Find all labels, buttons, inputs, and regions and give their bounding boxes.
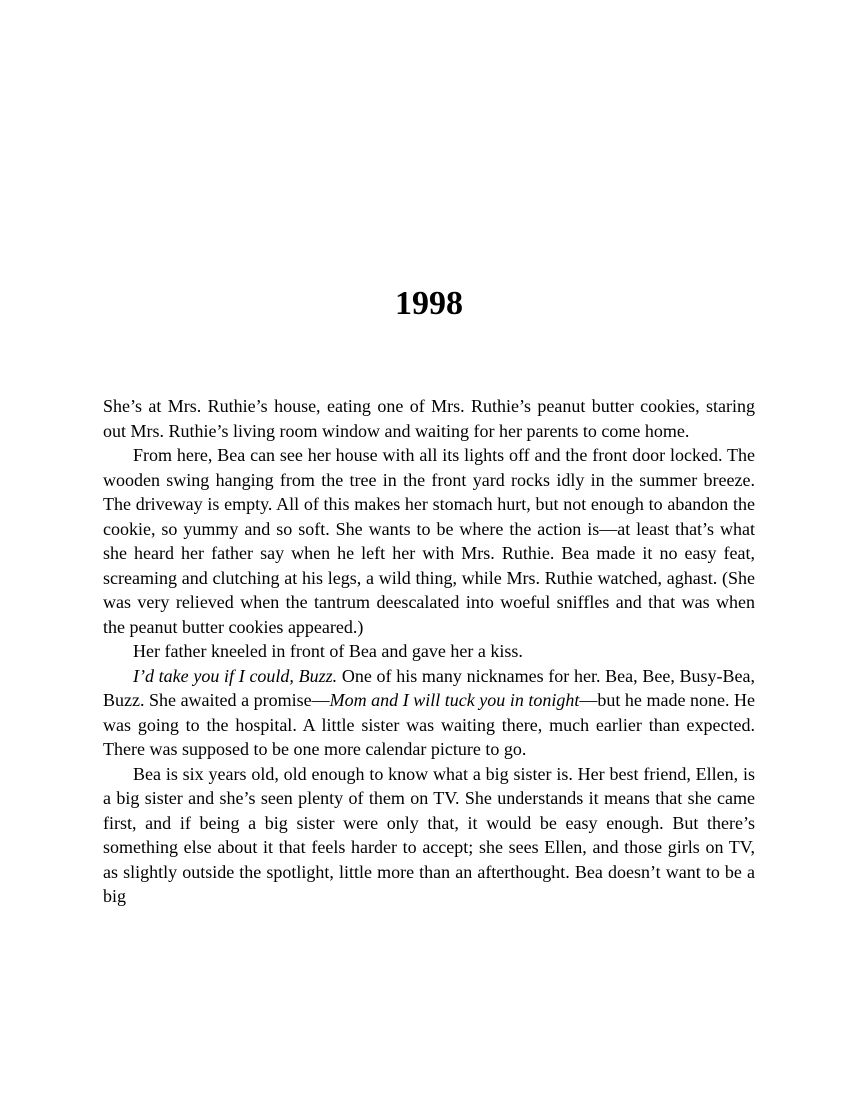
paragraph [103, 762, 755, 909]
chapter-title: 1998 [395, 285, 463, 322]
text-segment: Her father kneeled in front of Bea and gave her a kiss. [133, 641, 523, 661]
text-segment: She’s at Mrs. Ruthie’s house, eating one of Mrs. Ruthie’s peanut butter cookies, staring out Mrs. Ruthie’s living room window and waiting for her parents to come home. [103, 396, 755, 441]
italic-text-segment: Mom and I will tuck you in tonight [329, 690, 580, 710]
paragraph [103, 664, 755, 762]
text-segment: From here, Bea can see her house with all its lights off and the front door locked. The wooden swing hanging from the tree in the front yard rocks idly in the summer breeze. The driveway is empty. All of this makes her stomach hurt, but not enough to abandon the cookie, so yummy and so soft. She wants to be where the action is—at least that’s what she heard her father say when he left her with Mrs. Ruthie. Bea made it no easy feat, screaming and clutching at his legs, a wild thing, while Mrs. Ruthie watched, aghast. (She was very relieved when the tantrum deescalated into woeful sniffles and that was when the peanut butter cookies appeared.) [103, 445, 755, 637]
paragraph [103, 443, 755, 639]
body-text [103, 394, 755, 909]
text-segment: Bea is six years old, old enough to know what a big sister is. Her best friend, Ellen, is a big sister and she’s seen plenty of them on TV. She understands it means that she came first, and if being a big sister were only that, it would be easy enough. But there’s something else about it that feels harder to accept; she sees Ellen, and those girls on TV, as slightly outside the spotlight, little more than an afterthought. Bea doesn’t want to be a big [103, 763, 755, 906]
italic-text-segment: I’d take you if I could, Buzz. [133, 665, 338, 686]
text-segment: —but he made none. He was going to the hospital. A little sister was waiting there, much earlier than expected. There was supposed to be one more calendar picture to go. [103, 690, 756, 759]
text-segment: One of his many nicknames for her. Bea, Bee, Busy-Bea, Buzz. She awaited a promise— [103, 665, 756, 710]
paragraph [103, 394, 755, 443]
paragraph [103, 639, 755, 664]
